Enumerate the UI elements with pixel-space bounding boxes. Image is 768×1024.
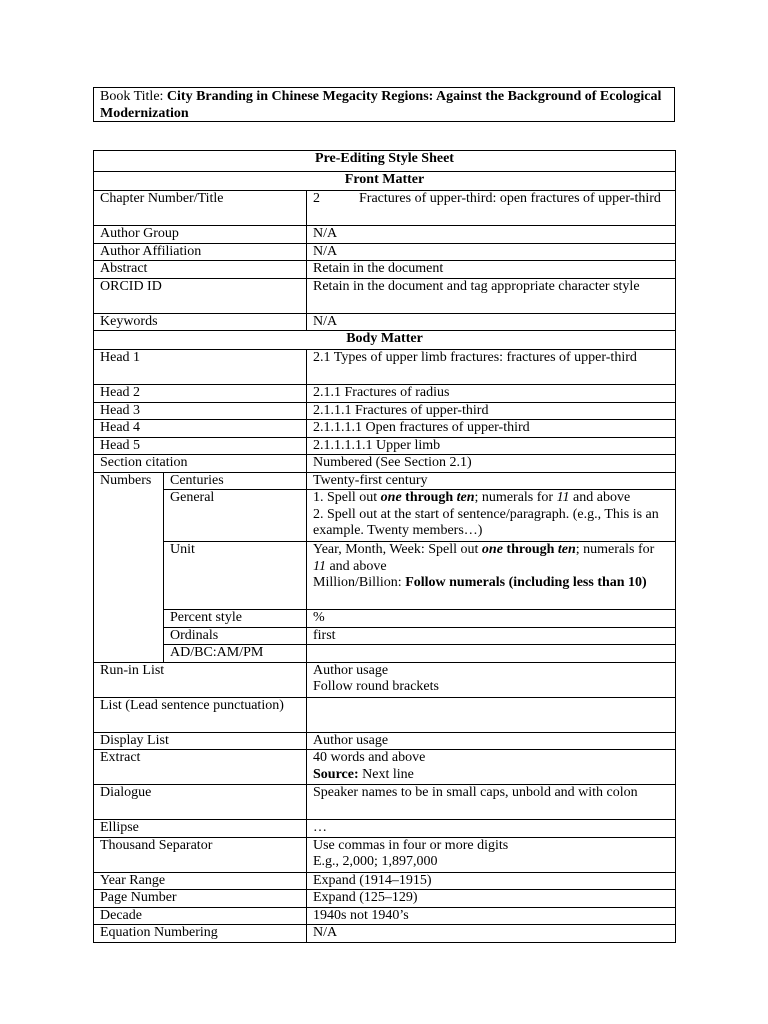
row-label: ORCID ID — [94, 278, 307, 313]
table-row — [94, 697, 676, 732]
table-row — [94, 420, 676, 438]
body-matter-heading: Body Matter — [94, 331, 676, 350]
row-sublabel: Ordinals — [164, 627, 307, 645]
row-value: … — [307, 820, 676, 838]
text-run: Next line — [358, 766, 414, 782]
row-label: Dialogue — [94, 785, 307, 820]
book-title-label: Book Title: — [100, 89, 167, 104]
book-title-box — [93, 87, 675, 122]
row-label: Head 4 — [94, 420, 307, 438]
text-run: Million/Billion: — [313, 575, 406, 590]
table-row — [94, 402, 676, 420]
run-in-list-value — [307, 662, 676, 697]
table-row — [94, 750, 676, 785]
row-label: Head 2 — [94, 385, 307, 403]
row-label: Section citation — [94, 455, 307, 473]
chapter-title: Fractures of upper-third: open fractures of upper-third — [359, 191, 661, 206]
row-value: 2.1 Types of upper limb fractures: fractures of upper-third — [307, 350, 676, 385]
row-label: Abstract — [94, 261, 307, 279]
text-run: through — [401, 490, 457, 505]
table-row — [94, 925, 676, 943]
row-value: N/A — [307, 925, 676, 943]
table-row — [94, 350, 676, 385]
row-label: Page Number — [94, 890, 307, 908]
chapter-number: 2 — [313, 191, 320, 206]
table-row — [94, 907, 676, 925]
table-row — [94, 820, 676, 838]
chapter-value — [307, 191, 676, 226]
table-row — [94, 385, 676, 403]
row-label: Thousand Separator — [94, 837, 307, 872]
sheet-title: Pre-Editing Style Sheet — [94, 151, 676, 172]
row-sublabel: Percent style — [164, 610, 307, 628]
text-run: ten — [456, 490, 475, 505]
text-run: 11 — [313, 558, 326, 574]
text-run: Source: — [313, 766, 359, 782]
row-label: Author Group — [94, 226, 307, 244]
text-run: E.g., 2,000; 1,897,000 — [313, 854, 438, 869]
text-run: 40 words and above — [313, 750, 426, 765]
row-value: Author usage — [307, 732, 676, 750]
table-row — [94, 455, 676, 473]
table-row — [94, 151, 676, 172]
text-run: Year, Month, Week: Spell out — [313, 542, 482, 557]
row-value — [307, 697, 676, 732]
row-label: Year Range — [94, 872, 307, 890]
text-run: ten — [557, 542, 576, 557]
table-row — [94, 172, 676, 191]
row-value: Twenty-first century — [307, 472, 676, 490]
text-run: ; numerals for — [474, 490, 557, 505]
table-row — [94, 610, 676, 628]
row-sublabel: AD/BC:AM/PM — [164, 645, 307, 663]
table-row — [94, 542, 676, 610]
row-value: % — [307, 610, 676, 628]
text-run: one — [481, 542, 503, 557]
text-run: Use commas in four or more digits — [313, 837, 509, 853]
text-run: ; numerals for — [575, 542, 655, 557]
table-row — [94, 191, 676, 226]
row-label: Head 3 — [94, 402, 307, 420]
table-row — [94, 627, 676, 645]
table-row — [94, 261, 676, 279]
row-value: Expand (1914–1915) — [307, 872, 676, 890]
row-value: 2.1.1.1.1 Open fractures of upper-third — [307, 420, 676, 438]
row-sublabel: General — [164, 490, 307, 542]
text-run: 11 — [556, 490, 570, 505]
row-value: 2.1.1 Fractures of radius — [307, 385, 676, 403]
row-value — [307, 645, 676, 663]
row-value: 2.1.1.1.1.1 Upper limb — [307, 437, 676, 455]
table-row — [94, 662, 676, 697]
row-label: Run-in List — [94, 662, 307, 697]
table-row — [94, 785, 676, 820]
row-label: Equation Numbering — [94, 925, 307, 943]
text-run: Follow numerals (including less than 10) — [405, 575, 647, 590]
numbers-unit-value — [307, 542, 676, 610]
text-run: 2. Spell out at the start of sentence/paragraph. (e.g., This is an example. Twenty members…) — [313, 506, 659, 538]
row-label: List (Lead sentence punctuation) — [94, 697, 307, 732]
row-label: Head 5 — [94, 437, 307, 455]
row-value: Numbered (See Section 2.1) — [307, 455, 676, 473]
text-run: through — [502, 542, 558, 557]
numbers-label: Numbers — [94, 472, 164, 662]
table-row — [94, 437, 676, 455]
table-row — [94, 243, 676, 261]
row-label: Ellipse — [94, 820, 307, 838]
row-sublabel: Unit — [164, 542, 307, 610]
row-value: N/A — [307, 243, 676, 261]
row-value: 2.1.1.1 Fractures of upper-third — [307, 402, 676, 420]
table-row — [94, 226, 676, 244]
table-row — [94, 645, 676, 663]
numbers-general-value — [307, 490, 676, 542]
table-row — [94, 331, 676, 350]
extract-value — [307, 750, 676, 785]
row-value: first — [307, 627, 676, 645]
row-value: Retain in the document and tag appropriate character style — [307, 278, 676, 313]
row-value: N/A — [307, 226, 676, 244]
row-label: Display List — [94, 732, 307, 750]
row-value: N/A — [307, 313, 676, 331]
text-run: and above — [325, 558, 387, 574]
row-value: Speaker names to be in small caps, unbold and with colon — [307, 785, 676, 820]
row-label: Decade — [94, 907, 307, 925]
table-row — [94, 732, 676, 750]
thousand-value — [307, 837, 676, 872]
table-row — [94, 890, 676, 908]
row-label: Author Affiliation — [94, 243, 307, 261]
row-value: Retain in the document — [307, 261, 676, 279]
text-run: one — [380, 490, 402, 505]
book-title: City Branding in Chinese Megacity Regions: Against the Background of Ecological Modernization — [100, 89, 662, 121]
table-row — [94, 472, 676, 490]
text-run: 1. Spell out — [313, 490, 381, 505]
row-label: Chapter Number/Title — [94, 191, 307, 226]
row-label: Keywords — [94, 313, 307, 331]
text-run: Author usage — [313, 662, 389, 678]
table-row — [94, 313, 676, 331]
row-value: 1940s not 1940’s — [307, 907, 676, 925]
row-label: Head 1 — [94, 350, 307, 385]
front-matter-heading: Front Matter — [94, 172, 676, 191]
table-row — [94, 490, 676, 542]
row-sublabel: Centuries — [164, 472, 307, 490]
table-row — [94, 278, 676, 313]
row-value: Expand (125–129) — [307, 890, 676, 908]
row-label: Extract — [94, 750, 307, 785]
table-row — [94, 872, 676, 890]
text-run: and above — [569, 490, 631, 505]
text-run: Follow round brackets — [313, 679, 439, 694]
table-row — [94, 837, 676, 872]
style-sheet-table — [93, 150, 676, 943]
